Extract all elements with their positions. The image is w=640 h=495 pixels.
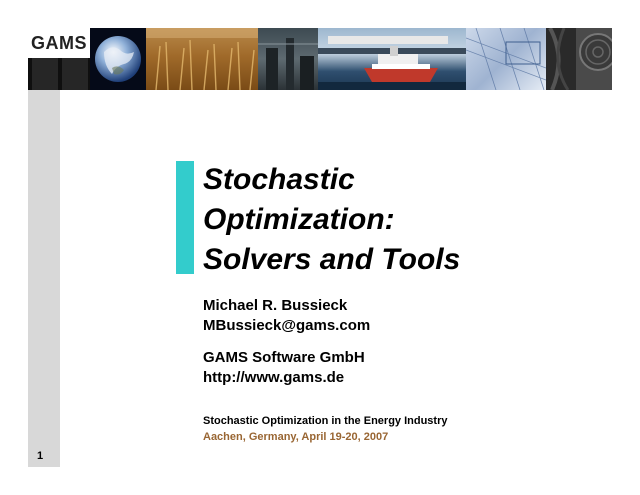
author-name: Michael R. Bussieck	[203, 297, 348, 314]
header-banner	[28, 28, 612, 90]
page-number: 1	[37, 450, 44, 462]
title-line: Solvers and Tools	[203, 243, 461, 276]
cable-image	[546, 28, 576, 90]
accent-bar	[176, 161, 194, 274]
ship-icon	[318, 28, 466, 90]
gams-logo	[28, 28, 90, 58]
event-location: Aachen, Germany, April 19-20, 2007	[203, 431, 389, 443]
logo-decoration	[28, 58, 90, 90]
industry-image	[258, 28, 318, 90]
slide-title	[203, 160, 460, 280]
company-name: GAMS Software GmbH	[203, 349, 365, 366]
wheat-icon	[146, 28, 258, 90]
title-line: Stochastic	[203, 163, 355, 196]
company-website: http://www.gams.de	[203, 369, 345, 386]
left-sidebar	[28, 90, 60, 467]
decor-square	[62, 58, 88, 90]
harbor-ship-image	[318, 28, 466, 90]
title-line: Optimization:	[203, 203, 395, 236]
blueprint-image	[466, 28, 546, 90]
blueprint-icon	[466, 28, 546, 90]
gams-logo-text: GAMS	[31, 32, 87, 53]
industry-icon	[258, 28, 318, 90]
earth-image	[90, 28, 146, 90]
wheat-field-image	[146, 28, 258, 90]
author-email: MBussieck@gams.com	[203, 317, 371, 334]
manhole-cover-image	[576, 28, 612, 90]
decor-square	[32, 58, 58, 90]
earth-globe-icon	[90, 28, 146, 90]
event-name: Stochastic Optimization in the Energy Industry	[203, 415, 448, 427]
manhole-icon	[576, 28, 612, 90]
cable-icon	[546, 28, 576, 90]
